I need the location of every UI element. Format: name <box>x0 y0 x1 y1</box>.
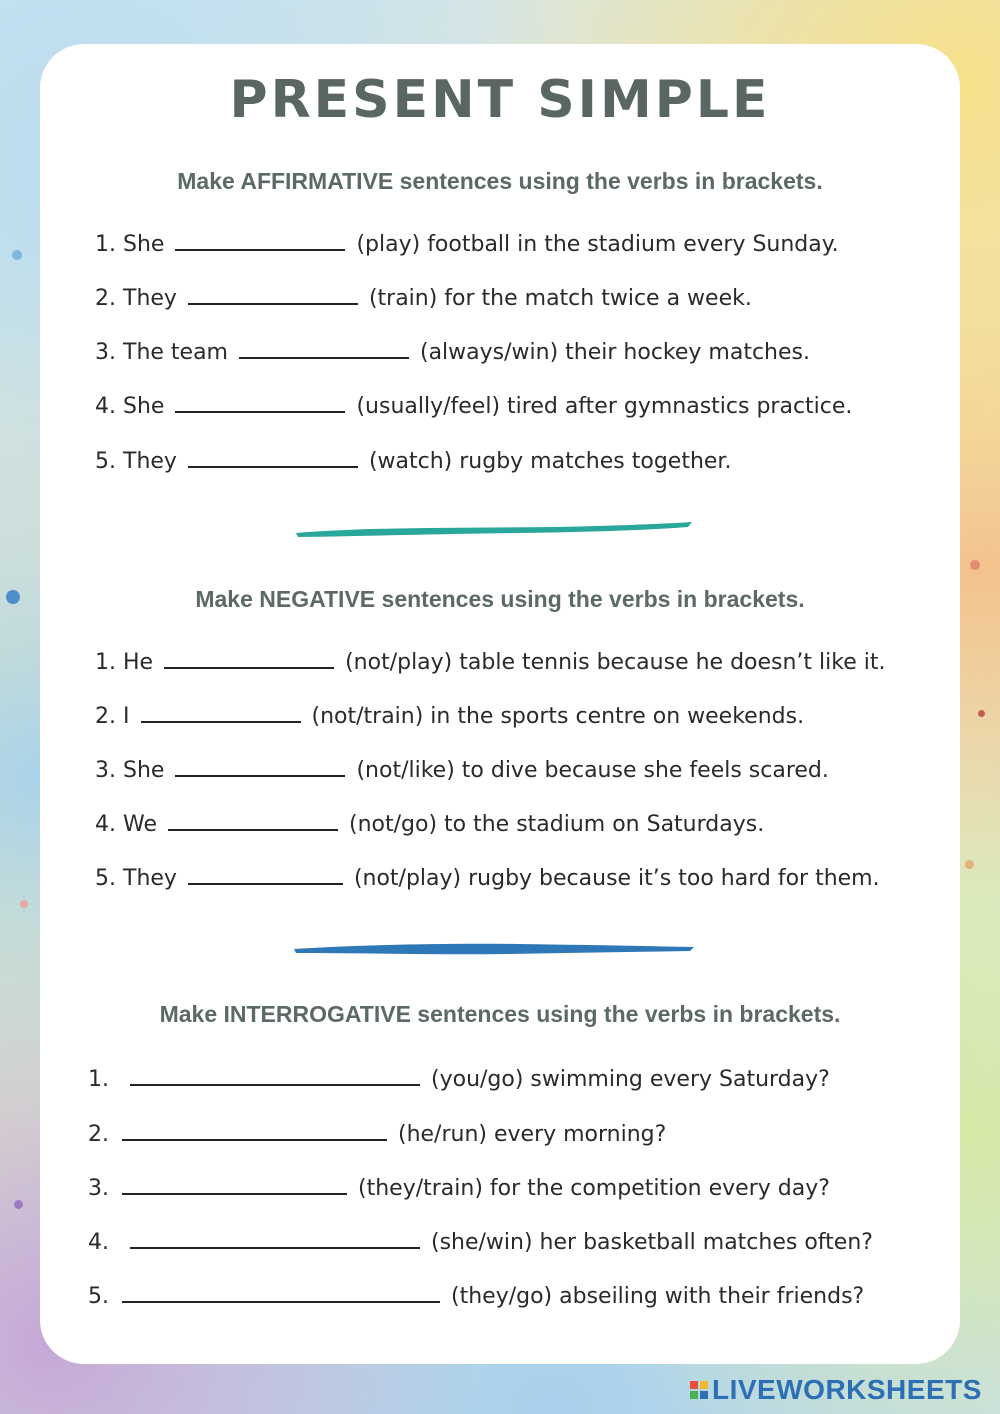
page-title: PRESENT SIMPLE <box>229 70 771 130</box>
exercise-item <box>88 1064 830 1095</box>
item-subject: We <box>123 812 157 837</box>
watercolor-speck <box>14 1200 23 1209</box>
exercise-item <box>95 283 752 314</box>
exercise-item <box>95 337 810 368</box>
item-number: 2. <box>88 1122 109 1147</box>
item-number: 3. <box>95 758 116 783</box>
item-subject: She <box>123 394 165 419</box>
item-number: 4. <box>88 1230 109 1255</box>
answer-blank[interactable] <box>175 391 345 413</box>
exercise-item <box>88 1281 864 1312</box>
item-subject: They <box>123 449 177 474</box>
item-prompt: (play) football in the stadium every Sunday. <box>356 232 839 257</box>
item-number: 1. <box>95 232 116 257</box>
watercolor-speck <box>978 710 985 717</box>
item-subject: The team <box>123 340 228 365</box>
exercise-item <box>95 647 886 678</box>
item-prompt: (they/go) abseiling with their friends? <box>451 1284 865 1309</box>
item-number: 1. <box>95 650 116 675</box>
brush-divider-teal <box>290 518 700 542</box>
item-prompt: (you/go) swimming every Saturday? <box>431 1067 830 1092</box>
exercise-item <box>95 809 764 840</box>
item-subject: She <box>123 232 165 257</box>
item-subject: I <box>123 704 130 729</box>
item-subject: She <box>123 758 165 783</box>
answer-blank[interactable] <box>130 1064 420 1086</box>
item-number: 1. <box>88 1067 109 1092</box>
answer-blank[interactable] <box>175 755 345 777</box>
answer-blank[interactable] <box>122 1281 440 1303</box>
instruction-interrogative: Make INTERROGATIVE sentences using the verbs in brackets. <box>159 1001 841 1027</box>
item-number: 4. <box>95 812 116 837</box>
answer-blank[interactable] <box>239 337 409 359</box>
item-prompt: (always/win) their hockey matches. <box>419 340 810 365</box>
item-prompt: (usually/feel) tired after gymnastics practice. <box>356 394 853 419</box>
instruction-affirmative: Make AFFIRMATIVE sentences using the verbs in brackets. <box>177 168 823 194</box>
item-number: 5. <box>95 866 116 891</box>
answer-blank[interactable] <box>122 1173 347 1195</box>
exercise-item <box>95 391 852 422</box>
item-prompt: (not/play) table tennis because he doesn’t like it. <box>345 650 886 675</box>
item-prompt: (she/win) her basketball matches often? <box>431 1230 873 1255</box>
brush-divider-blue <box>290 937 700 961</box>
answer-blank[interactable] <box>164 647 334 669</box>
item-prompt: (train) for the match twice a week. <box>368 286 752 311</box>
liveworksheets-logo[interactable] <box>690 1372 982 1408</box>
answer-blank[interactable] <box>188 283 358 305</box>
item-subject: They <box>123 286 177 311</box>
answer-blank[interactable] <box>122 1119 387 1141</box>
liveworksheets-logo-icon <box>690 1381 708 1399</box>
answer-blank[interactable] <box>175 229 345 251</box>
item-prompt: (not/like) to dive because she feels scared. <box>356 758 829 783</box>
answer-blank[interactable] <box>141 701 301 723</box>
exercise-item <box>95 701 804 732</box>
item-prompt: (watch) rugby matches together. <box>368 449 732 474</box>
watercolor-speck <box>20 900 28 908</box>
exercise-item <box>95 446 731 477</box>
item-number: 2. <box>95 704 116 729</box>
exercise-item <box>95 863 880 894</box>
answer-blank[interactable] <box>188 446 358 468</box>
item-prompt: (not/train) in the sports centre on weekends. <box>311 704 805 729</box>
exercise-item <box>88 1119 666 1150</box>
item-subject: He <box>123 650 154 675</box>
answer-blank[interactable] <box>188 863 343 885</box>
exercise-item <box>95 229 839 260</box>
item-number: 5. <box>95 449 116 474</box>
item-subject: They <box>123 866 177 891</box>
item-prompt: (they/train) for the competition every day? <box>358 1176 830 1201</box>
exercise-item <box>95 755 829 786</box>
logo-text: LIVEWORKSHEETS <box>712 1374 982 1405</box>
item-number: 2. <box>95 286 116 311</box>
item-prompt: (not/go) to the stadium on Saturdays. <box>349 812 765 837</box>
item-number: 4. <box>95 394 116 419</box>
item-number: 3. <box>88 1176 109 1201</box>
answer-blank[interactable] <box>168 809 338 831</box>
item-number: 5. <box>88 1284 109 1309</box>
item-prompt: (not/play) rugby because it’s too hard for them. <box>353 866 880 891</box>
watercolor-speck <box>965 860 974 869</box>
watercolor-speck <box>970 560 980 570</box>
item-prompt: (he/run) every morning? <box>398 1122 667 1147</box>
answer-blank[interactable] <box>130 1227 420 1249</box>
item-number: 3. <box>95 340 116 365</box>
exercise-item <box>88 1227 873 1258</box>
instruction-negative: Make NEGATIVE sentences using the verbs in brackets. <box>195 586 805 612</box>
exercise-item <box>88 1173 830 1204</box>
watercolor-speck <box>12 250 22 260</box>
